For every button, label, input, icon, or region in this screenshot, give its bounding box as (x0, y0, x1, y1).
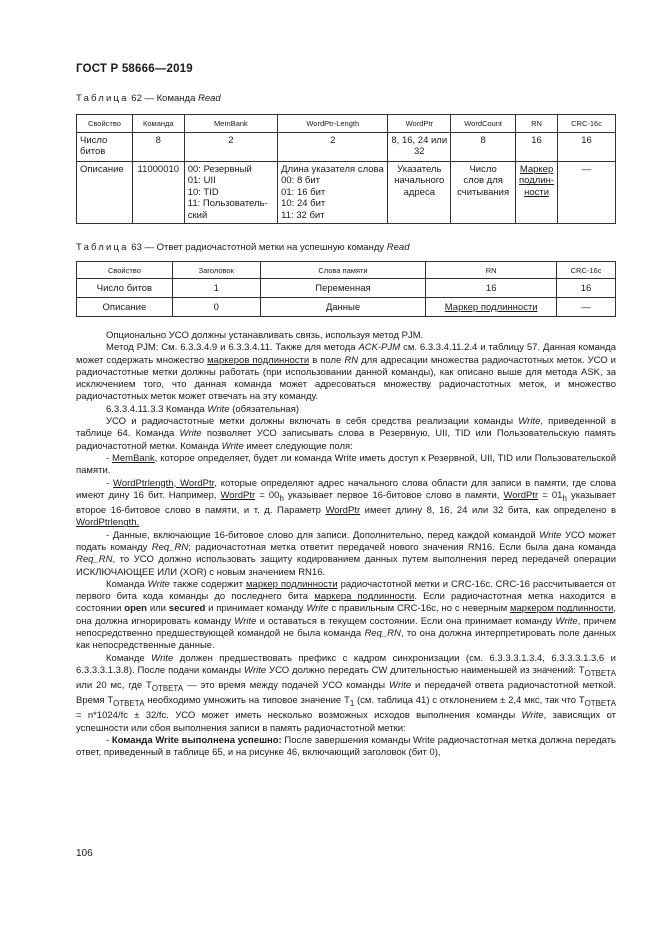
auth-marker-text: Маркер подлинности (444, 301, 538, 313)
caption-prefix: Таблица (76, 242, 129, 253)
cell-line: 10: TID (187, 186, 219, 198)
cell-line: ности (524, 186, 550, 198)
table-cell: Число битов (77, 279, 173, 298)
header-cell: RN (426, 262, 557, 279)
table-cell: 16 (558, 133, 616, 162)
header-cell: WordPtr (388, 115, 451, 133)
paragraph: УСО и радиочастотные метки должны включать в себя средства реализации команды Write, приведенной в таблице 64. Команда Write позволяет УСО записывать слова в Резервную, UII, TID или Пользовательскую память радиочастотной метки. Команда Write имеет следующие поля: (76, 416, 617, 452)
cell-line: 11: 32 бит (281, 209, 325, 221)
table-cell: Описание (77, 298, 173, 317)
caption-number: 62 — Команда (131, 93, 196, 104)
table-cell: 11000010 (132, 162, 184, 224)
table-cell: Число битов (77, 133, 133, 162)
cell-line: ский (187, 209, 208, 221)
table-cell: — (558, 162, 616, 224)
table-62 (76, 114, 616, 224)
table-cell: 2 (184, 133, 277, 162)
table-cell (278, 162, 388, 224)
table-cell: 0 (172, 298, 260, 317)
table-cell (426, 298, 557, 317)
section-heading: 6.3.3.4.11.3.3 Команда Write (обязательная) (106, 403, 299, 415)
cell-line: 01: UII (187, 175, 216, 187)
table-cell: 8, 16, 24 или 32 (388, 133, 451, 162)
table-cell: 1 (172, 279, 260, 298)
table-row (77, 162, 616, 224)
cell-line: Длина указателя слова (281, 164, 384, 175)
header-cell: MemBank (184, 115, 277, 133)
cell-line: 00: Резервный (187, 164, 252, 175)
header-cell: CRC-16c (557, 262, 616, 279)
paragraph: Команда Write также содержит маркер подлинности радиочастотной метки и CRC-16c. CRC-16 рассчитывается от первого бита кода команды до последнего бита маркера подлинности. Если радиочастотная метка находится в состоянии open или secured и принимает команду Write с правильным CRC-16c, но с неверным маркером подлинности, она должна игнорировать команду Write и оставаться в текущем состоянии. Если она принимает команду Write, причем непосредственно предшествующей командой не была команда Req_RN, то она должна интерпретировать поле данных как непосредственные данные. (76, 578, 617, 652)
cell-line: 11: Пользователь- (187, 198, 268, 210)
table-cell (184, 162, 277, 224)
table-63-caption (76, 242, 410, 253)
table-cell: 16 (557, 279, 616, 298)
list-item: - WordPtrlength, WordPtr, которые определяют адрес начального слова области для записи в памяти, где слова имеют дину 16 бит. Например, WordPtr = $00_h$ указывает первое 16-битовое слово в памяти, WordPtr = $01_h$ указывает второе 16-битовое слово в памяти, и т. д. Параметр WordPtr имеет длину 8, 16, 24 или 32 бита, как определено в WordPtrlength. (76, 477, 617, 529)
cell-line: 00: 8 бит (281, 175, 320, 187)
caption-command: Read (386, 242, 410, 253)
table-cell: — (557, 298, 616, 317)
cell-line: начального (394, 175, 445, 187)
table-cell: 16 (516, 133, 558, 162)
table-cell: 16 (426, 279, 557, 298)
header-cell: Свойство (77, 115, 133, 133)
table-row (77, 279, 616, 298)
table-cell (516, 162, 558, 224)
page-number: 106 (76, 848, 93, 859)
header-cell: WordCount (451, 115, 516, 133)
caption-number: 63 — Ответ радиочастотной метки на успешную команду (131, 242, 385, 253)
header-cell: WordPtr-Length (278, 115, 388, 133)
table-cell: 8 (132, 133, 184, 162)
paragraph: Метод PJM: См. 6.3.3.4.9 и 6.3.3.4.11. Также для метода ACK-PJM см. 6.3.3.4.11.2.4 и таблицу 57. Данная команда может содержать множество маркеров подлинности в поле RN для адресации множества радиочастотных меток. УСО и радиочастотные метки должны работать (при использовании данной команды), как описано выше для метода ASK, за исключением того, что данная команда может адресоваться множеству радиочастотных меток, и множество радиочастотных меток может отвечать на эту команду. (76, 342, 616, 403)
header-cell: Слова памяти (260, 262, 426, 279)
table-cell: 8 (451, 133, 516, 162)
cell-line: считывания (457, 186, 510, 198)
table-cell: Переменная (260, 279, 426, 298)
cell-line: слов для (463, 175, 503, 187)
table-cell: Данные (260, 298, 426, 317)
table-cell (388, 162, 451, 224)
cell-line: Маркер (519, 164, 554, 175)
table-cell (451, 162, 516, 224)
body-text (76, 330, 616, 760)
table-row (77, 133, 616, 162)
header-cell: RN (516, 115, 558, 133)
header-cell: CRC-16c (558, 115, 616, 133)
table-cell: Описание (77, 162, 133, 224)
header-cell: Заголовок (172, 262, 260, 279)
table-header-row (77, 115, 616, 133)
paragraph: Опционально УСО должны устанавливать связь, используя метод PJM. (106, 330, 424, 341)
cell-line: 01: 16 бит (281, 186, 326, 198)
cell-line: 10: 24 бит (281, 198, 326, 210)
table-63 (76, 261, 616, 317)
table-row (77, 298, 616, 317)
caption-command: Read (198, 93, 221, 104)
list-item: - MemBank, которое определяет, будет ли команда Write иметь доступ к Резервной, UII, TID или Пользовательской памяти. (76, 452, 616, 477)
cell-line: Число (469, 164, 497, 175)
cell-line: адреса (403, 186, 435, 198)
header-cell: Свойство (77, 262, 173, 279)
table-header-row (77, 262, 616, 279)
caption-prefix: Таблица (76, 93, 129, 104)
header-cell: Команда (132, 115, 184, 133)
list-item: - Команда Write выполнена успешно: После завершения команды Write радиочастотная метка должна передать ответ, приведенный в таблице 65, и на рисунке 46, включающий заголовок (бит 0), (76, 735, 617, 759)
cell-line: подлин- (519, 175, 555, 187)
paragraph: Команде Write должен предшествовать префикс с кадром синхронизации (см. 6.3.3.3.1.3.4, 6.3.3.3.1.3.6 и 6.3.3.3.1.3.8). После подачи команды Write УСО должно передать CW длительностью наименьшей из значений: $T_{ОТВЕТА}$ или 20 мс, где $T_{ОТВЕТА}$ — это время между подачей УСО команды Write и передачей ответа радиочастотной меткой. Время $T_{ОТВЕТА}$ необходимо умножить на типовое значение $T_1$ (см. таблица 41) с отклонением ± 2,4 мкс, так что $T_{ОТВЕТА} = n*1024/fc \pm 32/fc$. УСО может иметь несколько возможных исходов выполнения команды Write, зависящих от успешности или сбоя выполнения записи в память радиочастотной метки: (76, 652, 617, 734)
document-header: ГОСТ Р 58666—2019 (76, 63, 193, 75)
cell-line: Указатель (397, 164, 442, 175)
table-62-caption (76, 93, 221, 104)
list-item: - Данные, включающие 16-битовое слово для записи. Дополнительно, перед каждой командой Write УСО может подать команду Req_RN; радиочастотная метка ответит передачей нового значения RN16. Если была дана команда Req_RN, то УСО должно использовать защиту кодированием данных путем выполнения перед передачей операции ИСКЛЮЧАЮЩЕЕ ИЛИ (XOR) с новым значением RN16. (76, 529, 616, 578)
table-cell: 2 (278, 133, 388, 162)
